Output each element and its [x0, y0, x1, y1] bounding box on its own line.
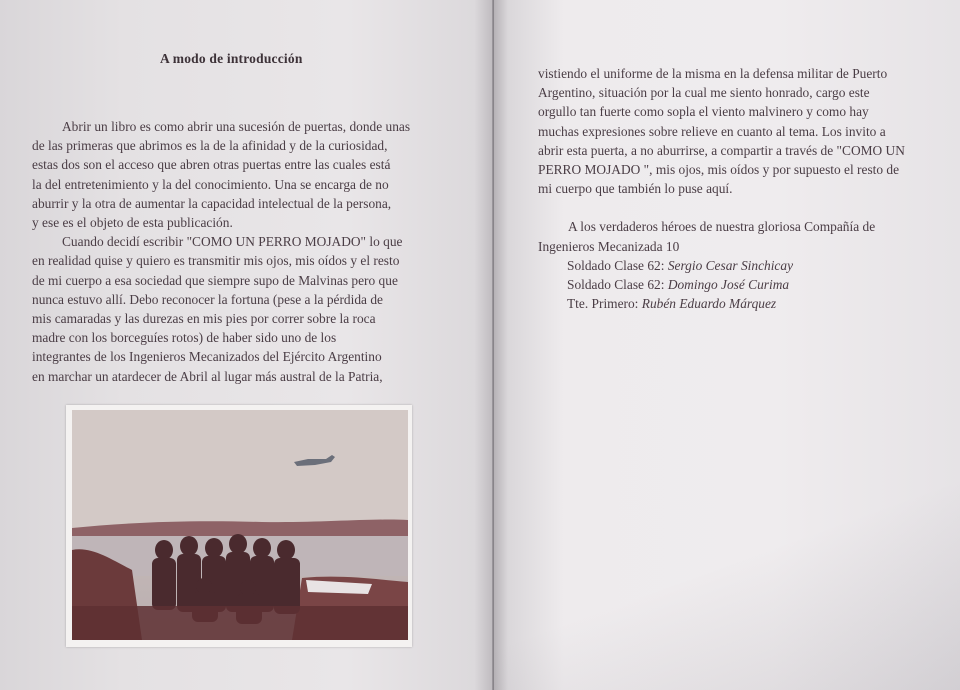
text-line: de las primeras que abrimos es la de la afinidad y de la curiosidad, — [32, 138, 388, 154]
text-line: en marchar un atardecer de Abril al lugar más austral de la Patria, — [32, 368, 383, 384]
honoree-entry — [538, 275, 933, 294]
photo-foreground — [72, 606, 408, 640]
text-line: mis camaradas y las durezas en mis pies por correr sobre la roca — [32, 311, 376, 327]
honoree-name: Sergio Cesar Sinchicay — [667, 257, 794, 273]
dedication-line: Ingenieros Mecanizada 10 — [538, 238, 680, 254]
intro-paragraph-2 — [32, 232, 448, 386]
honoree-rank: Soldado Clase 62: — [567, 277, 665, 293]
text-line: integrantes de los Ingenieros Mecanizados del Ejército Argentino — [32, 349, 382, 365]
text-line: mi cuerpo que también lo puse aquí. — [538, 181, 733, 197]
honoree-entry — [538, 294, 933, 313]
right-page-body — [538, 64, 933, 313]
text-line: la del entretenimiento y la del conocimiento. Una se encarga de no — [32, 176, 389, 192]
honoree-rank: Tte. Primero: — [567, 296, 639, 312]
photo-sky — [72, 410, 408, 528]
text-line: aburrir y la otra de aumentar la capacidad intelectual de la persona, — [32, 195, 392, 211]
text-line: nunca estuvo allí. Debo reconocer la fortuna (pese a la pérdida de — [32, 291, 383, 307]
text-line: y ese es el objeto de esta publicación. — [32, 215, 233, 231]
honoree-rank: Soldado Clase 62: — [567, 257, 665, 273]
honoree-entry — [538, 256, 933, 275]
text-line: Cuando decidí escribir "COMO UN PERRO MOJADO" lo que — [62, 234, 403, 250]
text-line: PERRO MOJADO ", mis ojos, mis oídos y por supuesto el resto de — [538, 162, 900, 178]
photo-scene — [72, 410, 408, 640]
continuation-paragraph — [538, 64, 933, 198]
text-line: Abrir un libro es como abrir una sucesión de puertas, donde unas — [62, 119, 411, 134]
text-line: orgullo tan fuerte como sopla el viento malvinero y como hay — [538, 104, 869, 120]
section-title: A modo de introducción — [160, 51, 303, 66]
paragraph-spacer — [538, 198, 933, 217]
text-line: estas dos son el acceso que abren otras puertas entre las cuales está — [32, 157, 391, 173]
group-photograph — [66, 405, 412, 647]
dedication — [538, 217, 933, 313]
text-line: muchas expresiones sobre relieve en cuanto al tema. Los invito a — [538, 123, 886, 139]
photograph-image — [72, 410, 408, 640]
text-line: Argentino, situación por la cual me siento honrado, cargo este — [538, 85, 870, 101]
intro-paragraph-1 — [32, 117, 448, 232]
text-line: en realidad quise y quiero es transmitir mis ojos, mis oídos y el resto — [32, 253, 400, 269]
text-line: de mi cuerpo a esa sociedad que siempre supo de Malvinas pero que — [32, 272, 398, 288]
text-line: abrir esta puerta, a no aburrirse, a compartir a través de "COMO UN — [538, 142, 905, 158]
text-line: vistiendo el uniforme de la misma en la defensa militar de Puerto — [538, 66, 888, 81]
honoree-name: Rubén Eduardo Márquez — [641, 296, 777, 312]
dedication-line: A los verdaderos héroes de nuestra gloriosa Compañía de — [568, 219, 876, 235]
honoree-name: Domingo José Curima — [667, 277, 790, 293]
text-line: madre con los borceguíes rotos) de haber sido uno de los — [32, 330, 337, 346]
left-page-body — [32, 117, 448, 386]
